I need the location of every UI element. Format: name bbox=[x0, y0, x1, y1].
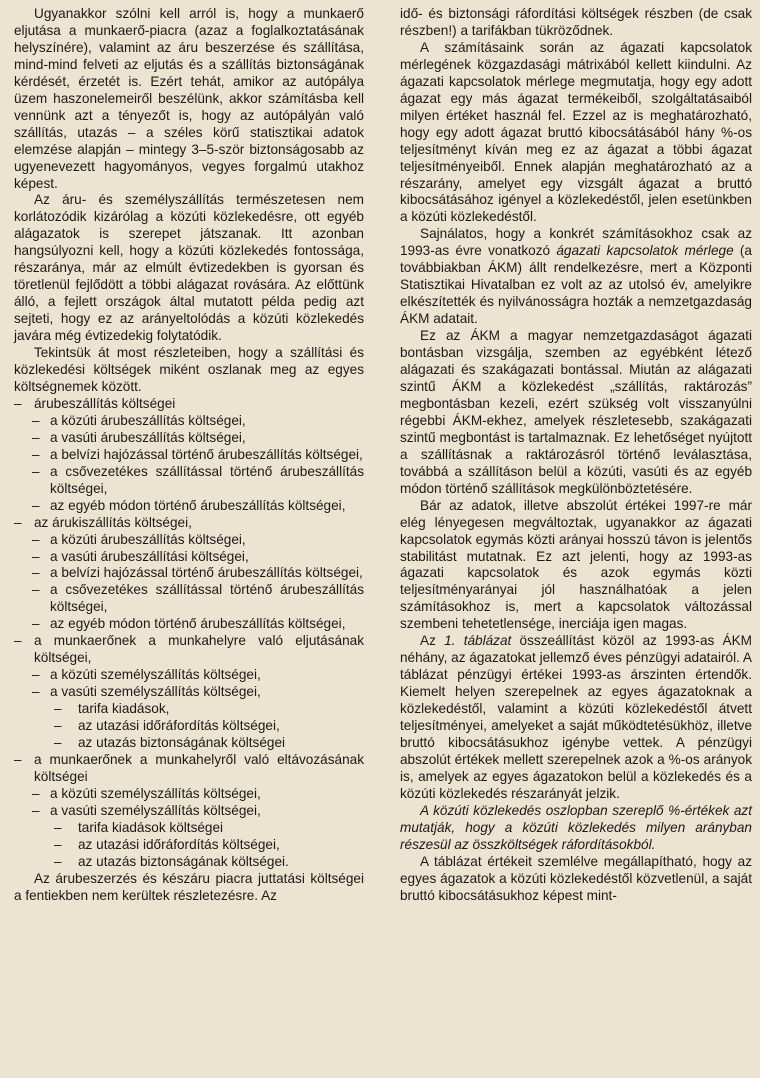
list-item-text: a vasúti személyszállítás költségei, bbox=[50, 802, 261, 818]
list-item-level-2 bbox=[14, 667, 364, 684]
list-dash: – bbox=[32, 446, 40, 462]
italic-paragraph: A közúti közlekedés oszlopban szereplő %-értékek azt mutatják, hogy a közúti közlekedés milyen arányban részesül az összköltségek ráfordításokból. bbox=[400, 802, 752, 852]
paragraph: Ugyanakkor szólni kell arról is, hogy a munkaerő eljutása a munkaerő-piacra (azaz a foglalkoztatásának helyszínére), valamint az áru beszerzése és szállítása, mind-mind felveti az eljutás és a szállítás biztonságának kérdését, érzetét is. Ezért tehát, amikor az autópálya üzem haszonelemeiről beszélünk, akkor számításba kell vennünk azt a tényezőt is, hogy az autópályán való szállítás, utazás – a széles körű statisztikai adatok elemzése alapján – mintegy 3–5-ször biztonságosabb az ugyenevezett hagyományos, vegyes forgalmú utakhoz képest. bbox=[14, 6, 364, 191]
list-item-level-2 bbox=[14, 464, 364, 498]
list-item-level-1 bbox=[14, 633, 364, 667]
list-dash: – bbox=[54, 836, 62, 852]
paragraph bbox=[400, 226, 752, 328]
list-item-text: a munkaerőnek a munkahelyről való eltávozásának költségei bbox=[34, 751, 364, 784]
list-item-text: a munkaerőnek a munkahelyre való eljutásának költségei, bbox=[34, 633, 364, 666]
list-item-text: a csővezetékes szállítással történő árubeszállítás költségei, bbox=[50, 463, 364, 496]
list-item-level-3 bbox=[14, 735, 364, 752]
list-item-level-3 bbox=[14, 718, 364, 735]
list-dash: – bbox=[14, 514, 22, 530]
paragraph: Ez az ÁKM a magyar nemzetgazdaságot ágazati bontásban vizsgálja, szemben az egyébként létező alágazati és szakágazati bontással. Miután az alágazati szintű ÁKM a közlekedést „szállítás, raktározás” megbontásban kezeli, ezért szükség volt visszanyúlni régebbi ÁKM-ekhez, amelyek részletesebb, szakágazati szintű megbontást is tartalmaznak. Ez lehetőséget nyújtott a szállításnak a raktározásról történő leválasztása, továbbá a szállításon belül a közúti, vasúti és az egyéb módon történő szállítások megkülönböztetésére. bbox=[400, 328, 752, 496]
list-dash: – bbox=[14, 395, 22, 411]
list-dash: – bbox=[32, 531, 40, 547]
list-item-text: a közúti árubeszállítás költségei, bbox=[50, 531, 246, 547]
list-dash: – bbox=[54, 718, 62, 734]
list-dash: – bbox=[32, 802, 40, 818]
list-item-text: az utazási időráfordítás költségei, bbox=[78, 836, 280, 852]
list-item-level-2 bbox=[14, 565, 364, 582]
text-run: Az bbox=[420, 633, 445, 649]
list-item-text: a közúti árubeszállítás költségei, bbox=[50, 412, 246, 428]
list-dash: – bbox=[32, 565, 40, 581]
list-item-text: a vasúti árubeszállítási költségei, bbox=[50, 548, 249, 564]
list-item-level-2 bbox=[14, 786, 364, 803]
text-run: összeállítást közöl az 1993-as ÁKM néhány, az ágazatokat jellemző éves pénzügyi adatairól. A táblázat pénzügyi értékei 1993-as árszinten értendők. Kiemelt helyen szerepelnek az egyes ágazatoknak a közlekedéstől, valamint a közúti közlekedéstől átvett teljesítményei, amelyeket a saját működtetésükhöz, illetve bruttó kibocsátásukhoz igénybe vettek. A pénzügyi abszolút értékek mellett szerepelnek azok a %-os arányok is, amelyek az egyes ágazatokon belül a közlekedés és a közúti közlekedés részarányát jelzik. bbox=[400, 633, 753, 801]
list-dash: – bbox=[32, 429, 40, 445]
list-item-text: a belvízi hajózással történő árubeszállítás költségei, bbox=[50, 565, 363, 581]
list-item-level-2 bbox=[14, 532, 364, 549]
list-item-text: az egyéb módon történő árubeszállítás költségei, bbox=[50, 497, 346, 513]
cost-breakdown-list bbox=[14, 396, 364, 871]
right-column bbox=[400, 6, 752, 905]
paragraph: Az árubeszerzés és készáru piacra juttatási költségei a fentiekben nem kerültek részletezésre. Az bbox=[14, 870, 364, 903]
text-run: Sajnálatos, hogy a konkrét számításokhoz csak az 1993-as évre vonatkozó bbox=[400, 226, 752, 259]
list-item-level-2 bbox=[14, 430, 364, 447]
list-item-level-2 bbox=[14, 582, 364, 616]
list-item-level-2 bbox=[14, 803, 364, 820]
list-item-level-2 bbox=[14, 413, 364, 430]
left-column bbox=[14, 6, 364, 905]
list-item-text: a közúti személyszállítás költségei, bbox=[50, 667, 261, 683]
list-item-text: tarifa kiadások, bbox=[78, 701, 170, 717]
paragraph: Bár az adatok, illetve abszolút értékei 1997-re már elég lényegesen megváltoztak, ugyanakkor az ágazati kapcsolatok egymás közti arányai hosszú távon is jelentős stabilitást mutatnak. Ez azt jelenti, hogy az 1993-as ágazati kapcsolatok és azok egymás közti teljesítményarányai jól használhatóak a jelen számításokhoz is, mert a kapcsolatok változással szembeni tehetetlensége, inerciája igen magas. bbox=[400, 497, 752, 632]
list-item-level-3 bbox=[14, 837, 364, 854]
table-reference: 1. táblázat bbox=[444, 633, 512, 649]
list-item-level-3 bbox=[14, 820, 364, 837]
paragraph bbox=[400, 633, 752, 803]
list-dash: – bbox=[54, 819, 62, 835]
list-item-text: a belvízi hajózással történő árubeszállítás költségei, bbox=[50, 446, 363, 462]
list-item-text: az utazási időráfordítás költségei, bbox=[78, 718, 280, 734]
list-item-text: tarifa kiadások költségei bbox=[78, 819, 224, 835]
list-dash: – bbox=[14, 751, 22, 767]
paragraph: A táblázat értékeit szemlélve megállapítható, hogy az egyes ágazatok a közúti közlekedéstől közvetlenül, a saját bruttó kibocsátásukhoz képest mint- bbox=[400, 853, 752, 903]
paragraph: A számításaink során az ágazati kapcsolatok mérlegének közgazdasági mátrixából kellett kiindulni. Az ágazati kapcsolatok mérlege megmutatja, hogy egy adott ágazat egy más ágazat termékeiből, szolgáltatásaiból milyen értéket használ fel. Ezzel az is meghatározható, hogy egy adott ágazat bruttó kibocsátásából hány %-os teljesítményt kíván meg ez az ágazat a többi ágazat teljesítményeiből. Ennek alapján meghatározható az a részarány, amelyet egy vizsgált ágazat a bruttó kibocsátásához igényel a közlekedéstől, jelen esetünkben a közúti közlekedéstől. bbox=[400, 39, 752, 225]
list-item-text: az utazás biztonságának költségei. bbox=[78, 853, 289, 869]
list-item-level-1 bbox=[14, 752, 364, 786]
list-item-text: a csővezetékes szállítással történő árubeszállítás költségei, bbox=[50, 582, 364, 615]
list-dash: – bbox=[32, 497, 40, 513]
list-item-text: a vasúti árubeszállítás költségei, bbox=[50, 429, 246, 445]
list-dash: – bbox=[32, 684, 40, 700]
list-dash: – bbox=[14, 633, 22, 649]
list-item-text: az árukiszállítás költségei, bbox=[34, 514, 192, 530]
list-dash: – bbox=[32, 548, 40, 564]
list-dash: – bbox=[54, 734, 62, 750]
list-item-level-2 bbox=[14, 447, 364, 464]
list-item-text: az utazás biztonságának költségei bbox=[78, 734, 286, 750]
list-dash: – bbox=[32, 412, 40, 428]
list-item-level-3 bbox=[14, 854, 364, 871]
list-dash: – bbox=[32, 616, 40, 632]
list-item-text: a közúti személyszállítás költségei, bbox=[50, 785, 261, 801]
list-item-level-2 bbox=[14, 498, 364, 515]
list-dash: – bbox=[32, 667, 40, 683]
list-dash: – bbox=[54, 853, 62, 869]
list-item-level-2 bbox=[14, 684, 364, 701]
list-item-level-2 bbox=[14, 616, 364, 633]
paragraph-continued: idő- és biztonsági ráfordítási költségek részben (de csak részben!) a tarifákban tükröződnek. bbox=[400, 6, 752, 38]
list-item-level-1 bbox=[14, 396, 364, 413]
list-item-level-2 bbox=[14, 549, 364, 566]
list-item-level-3 bbox=[14, 701, 364, 718]
list-item-level-1 bbox=[14, 515, 364, 532]
list-dash: – bbox=[32, 463, 40, 479]
list-dash: – bbox=[32, 785, 40, 801]
paragraph: Tekintsük át most részleteiben, hogy a szállítási és közlekedési költségek miként oszlanak meg az egyes költségnemek között. bbox=[14, 345, 364, 394]
list-item-text: az egyéb módon történő árubeszállítás költségei, bbox=[50, 616, 346, 632]
paragraph: Az áru- és személyszállítás természetesen nem korlátozódik kizárólag a közúti közlekedésre, ott egyéb alágazatok is szerepet játszanak. Itt azonban hangsúlyozni kell, hogy a közúti közlekedés fontossága, részaránya, már az elmúlt évtizedekben is gyorsan és töretlenül fejlődött a többi alágazat rovására. Az előttünk álló, a fejlett országok által mutatott példa pedig azt sejteti, hogy ez az arányeltolódás a közúti közlekedés javára még évtizedekig folytatódik. bbox=[14, 192, 364, 344]
list-item-text: a vasúti személyszállítás költségei, bbox=[50, 684, 261, 700]
list-item-text: árubeszállítás költségei bbox=[34, 395, 176, 411]
emphasized-term: ágazati kapcsolatok mérlege bbox=[556, 243, 734, 259]
list-dash: – bbox=[32, 582, 40, 598]
text-run: (a továbbiakban ÁKM) állt rendelkezésre, mert a Központi Statisztikai Hivatalban ez volt az az utolsó év, amelyikre elkészítették és nyilvánosságra hozták a nemzetgazdaság ÁKM adatait. bbox=[400, 243, 752, 327]
list-dash: – bbox=[54, 701, 62, 717]
